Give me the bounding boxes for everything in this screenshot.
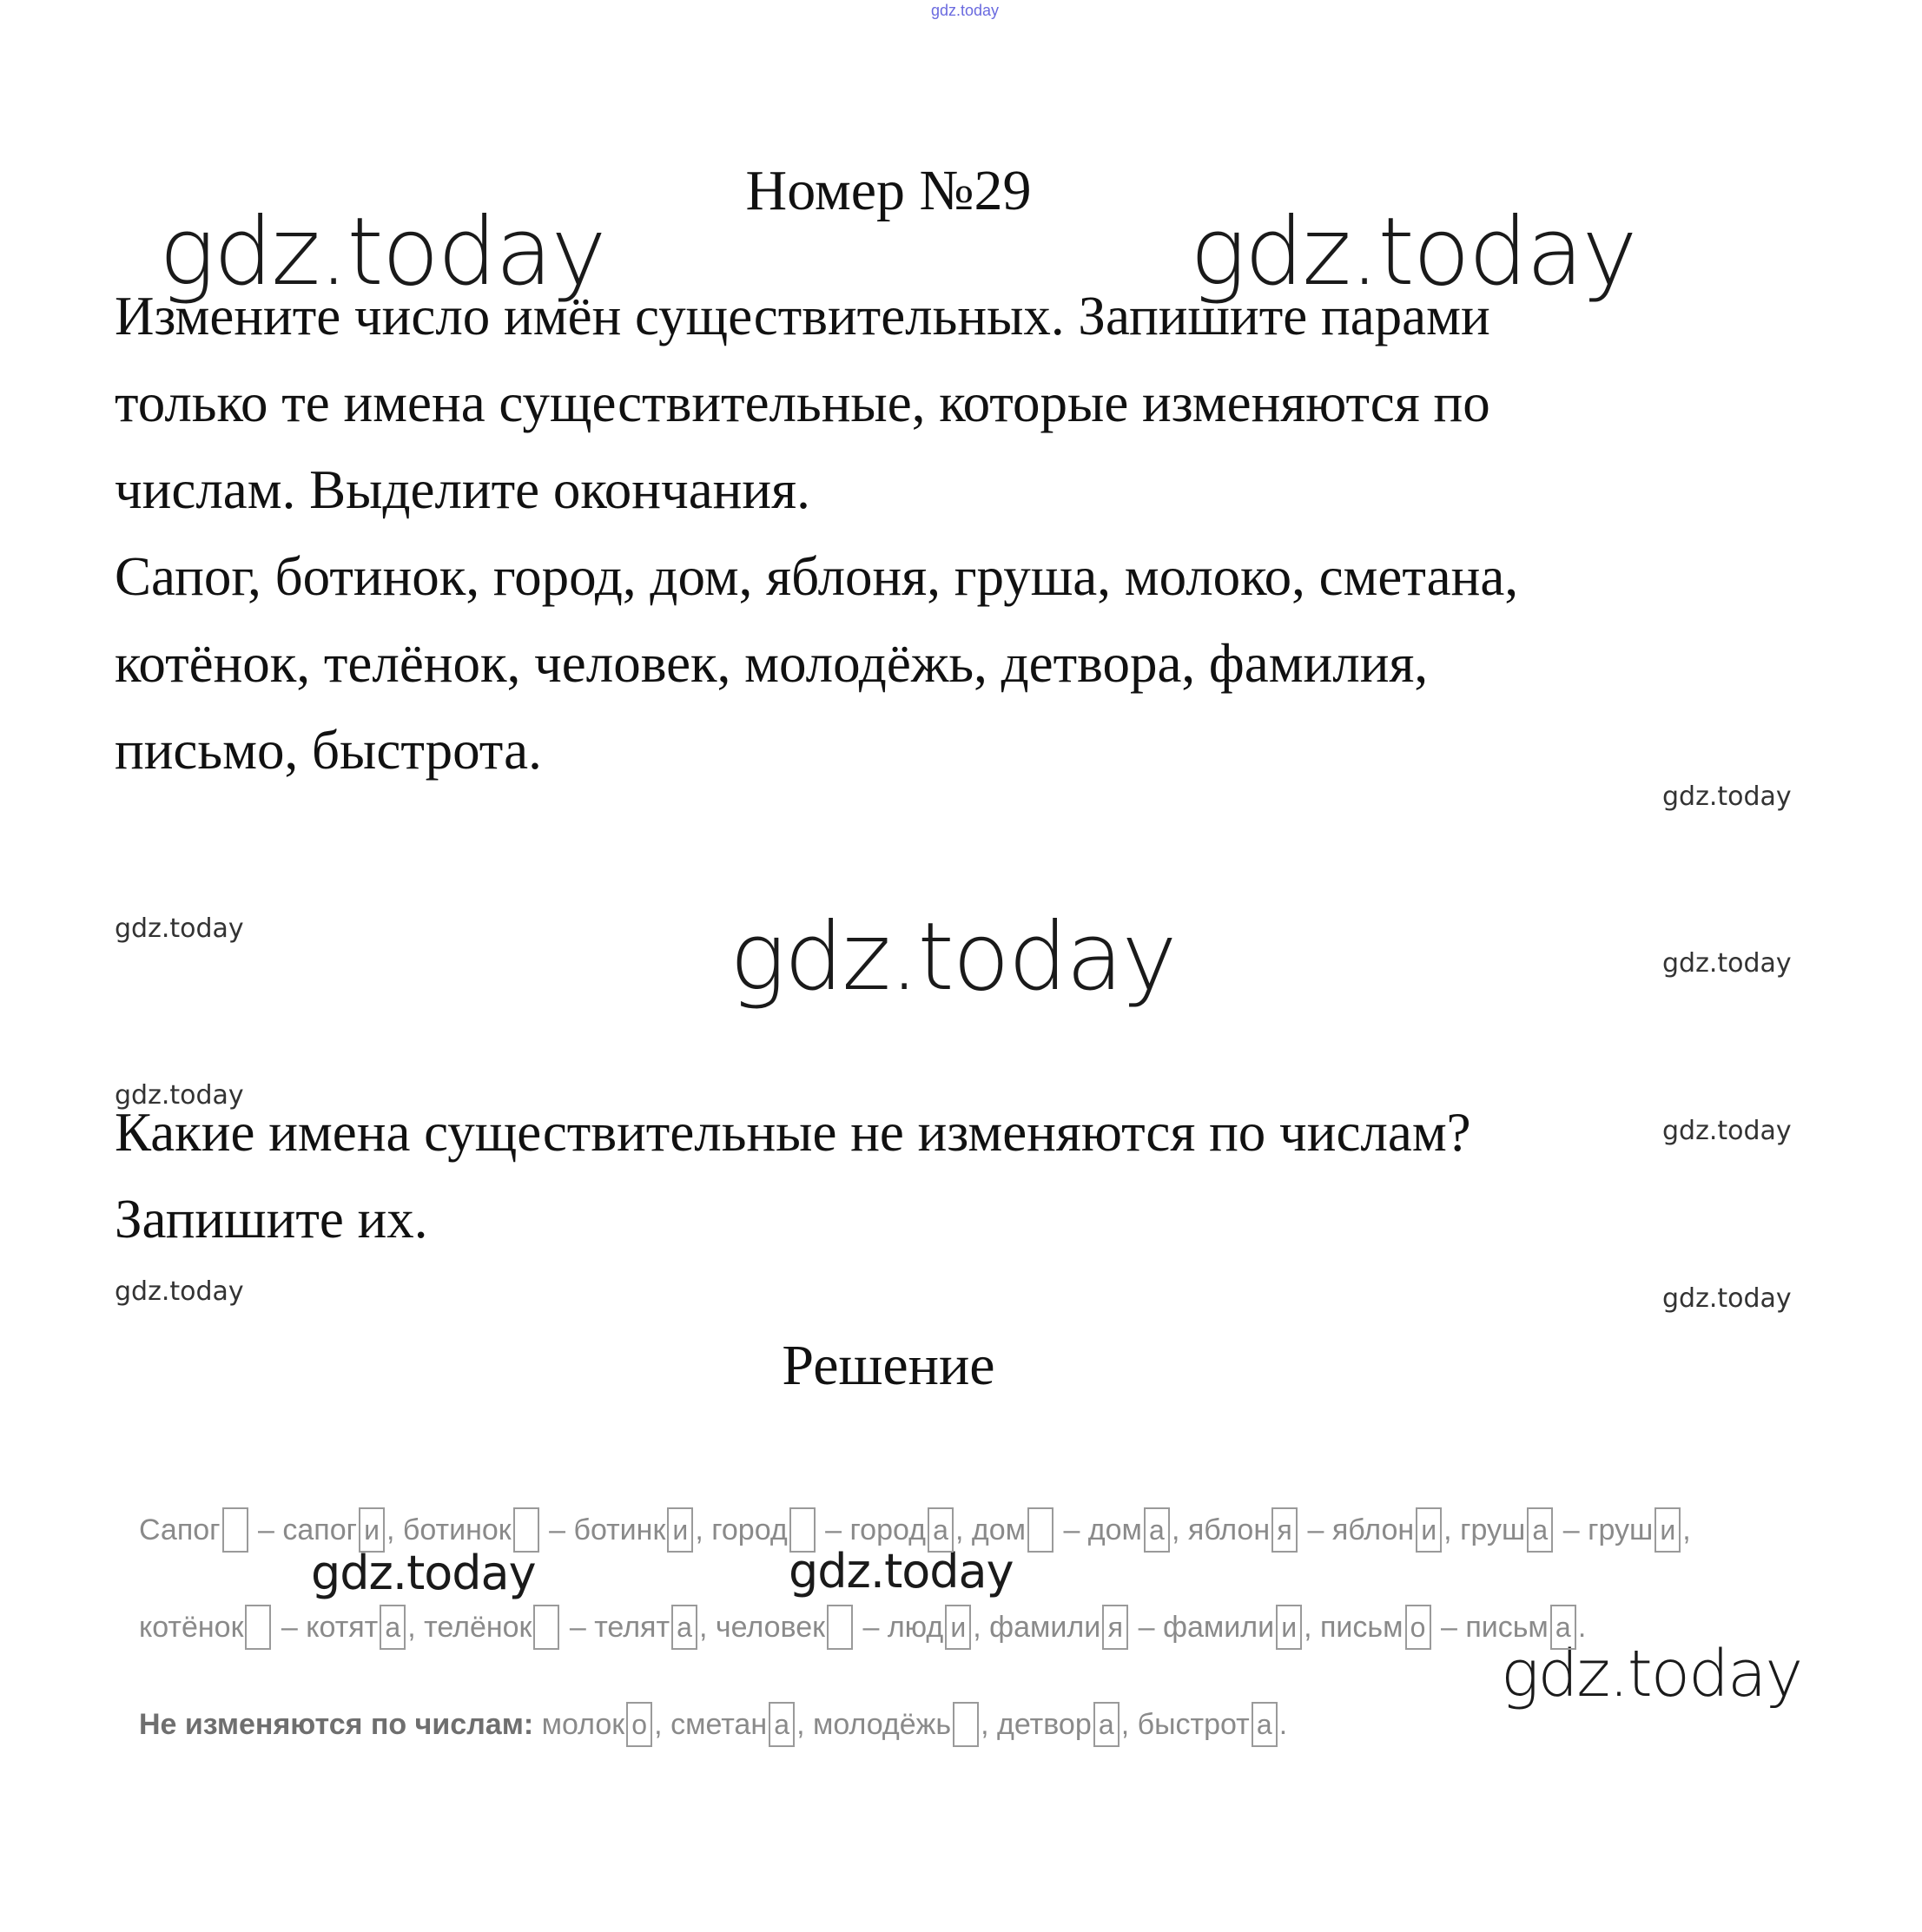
solution-text: – яблон [1299, 1513, 1415, 1546]
solution-text: , письм [1304, 1610, 1404, 1644]
solution-line [139, 1605, 1586, 1650]
watermark-small: gdz.today [115, 1276, 244, 1307]
watermark-top: gdz.today [931, 2, 1000, 19]
page-title: Номер №29 [745, 159, 1032, 222]
solution-text: – груш [1555, 1513, 1654, 1546]
question-line: Какие имена существительные не изменяются по числам? [115, 1102, 1471, 1163]
task-line: Измените число имён существительных. Запишите парами [115, 286, 1490, 346]
solution-text: , фамили [973, 1610, 1101, 1644]
watermark-large: gdz.today [1190, 198, 1636, 307]
ending-box: а [928, 1507, 954, 1553]
solution-text: , человек [699, 1610, 826, 1644]
ending-box: и [359, 1507, 385, 1553]
ending-box [513, 1507, 539, 1553]
solution-line [139, 1702, 1287, 1747]
solution-lead: Не изменяются по числам: [139, 1707, 534, 1741]
ending-box [533, 1605, 559, 1650]
ending-box: а [1550, 1605, 1576, 1650]
ending-box: а [671, 1605, 697, 1650]
watermark-small: gdz.today [115, 913, 244, 944]
solution-text: – сапог [249, 1513, 358, 1546]
watermark-medium: gdz.today [789, 1544, 1014, 1599]
solution-text: , ботинок [386, 1513, 512, 1546]
solution-text: – дом [1055, 1513, 1142, 1546]
solution-text: , сметан [654, 1707, 768, 1741]
watermark-large: gdz.today [730, 903, 1176, 1012]
question-line: Запишите их. [115, 1189, 428, 1250]
watermark-small: gdz.today [1662, 1116, 1792, 1146]
ending-box [827, 1605, 853, 1650]
solution-text: – котят [273, 1610, 379, 1644]
solution-heading: Решение [782, 1334, 995, 1397]
ending-box [1027, 1507, 1053, 1553]
ending-box: я [1102, 1605, 1128, 1650]
ending-box [953, 1702, 979, 1747]
ending-box: и [1416, 1507, 1442, 1553]
watermark-small: gdz.today [1662, 948, 1792, 979]
watermark-small: gdz.today [1662, 781, 1792, 812]
solution-text: , яблон [1171, 1513, 1271, 1546]
ending-box: и [667, 1507, 693, 1553]
solution-text: . [1577, 1610, 1587, 1644]
solution-text: , детвор [981, 1707, 1092, 1741]
ending-box: а [1252, 1702, 1278, 1747]
solution-text: Сапог [139, 1513, 221, 1546]
solution-text: – город [816, 1513, 926, 1546]
ending-box [245, 1605, 271, 1650]
ending-box: о [626, 1702, 652, 1747]
solution-text: котёнок [139, 1610, 244, 1644]
solution-text: – ботинк [540, 1513, 666, 1546]
solution-text: , груш [1443, 1513, 1526, 1546]
watermark-small: gdz.today [1662, 1283, 1792, 1314]
ending-box: о [1405, 1605, 1431, 1650]
ending-box [222, 1507, 248, 1553]
watermark-large: gdz.today [1501, 1637, 1802, 1711]
task-line: котёнок, телёнок, человек, молодёжь, детвора, фамилия, [115, 633, 1429, 694]
solution-line [139, 1507, 1691, 1553]
ending-box: а [380, 1605, 406, 1650]
solution-text: , [1682, 1513, 1691, 1546]
ending-box: а [1527, 1507, 1553, 1553]
ending-box: и [945, 1605, 971, 1650]
task-line: только те имена существительные, которые изменяются по [115, 373, 1490, 433]
solution-text: – фамили [1130, 1610, 1275, 1644]
ending-box: а [1144, 1507, 1170, 1553]
task-line: письмо, быстрота. [115, 720, 542, 781]
solution-text: , молодёжь [796, 1707, 952, 1741]
solution-text: – письм [1432, 1610, 1549, 1644]
solution-text: – люд [855, 1610, 944, 1644]
watermark-medium: gdz.today [311, 1546, 536, 1600]
solution-text: , телёнок [407, 1610, 532, 1644]
ending-box: а [769, 1702, 795, 1747]
solution-text: , быстрот [1120, 1707, 1250, 1741]
ending-box: и [1276, 1605, 1302, 1650]
task-line: Сапог, ботинок, город, дом, яблоня, груша, молоко, сметана, [115, 546, 1519, 607]
solution-text: , дом [954, 1513, 1026, 1546]
ending-box: и [1655, 1507, 1681, 1553]
solution-text: , город [695, 1513, 788, 1546]
ending-box: я [1271, 1507, 1298, 1553]
watermark-small: gdz.today [115, 1080, 244, 1111]
ending-box [789, 1507, 816, 1553]
watermark-large: gdz.today [159, 198, 605, 307]
solution-text: молок [533, 1707, 625, 1741]
task-line: числам. Выделите окончания. [115, 459, 810, 520]
solution-text: . [1278, 1707, 1288, 1741]
solution-text: – телят [561, 1610, 670, 1644]
ending-box: а [1093, 1702, 1120, 1747]
